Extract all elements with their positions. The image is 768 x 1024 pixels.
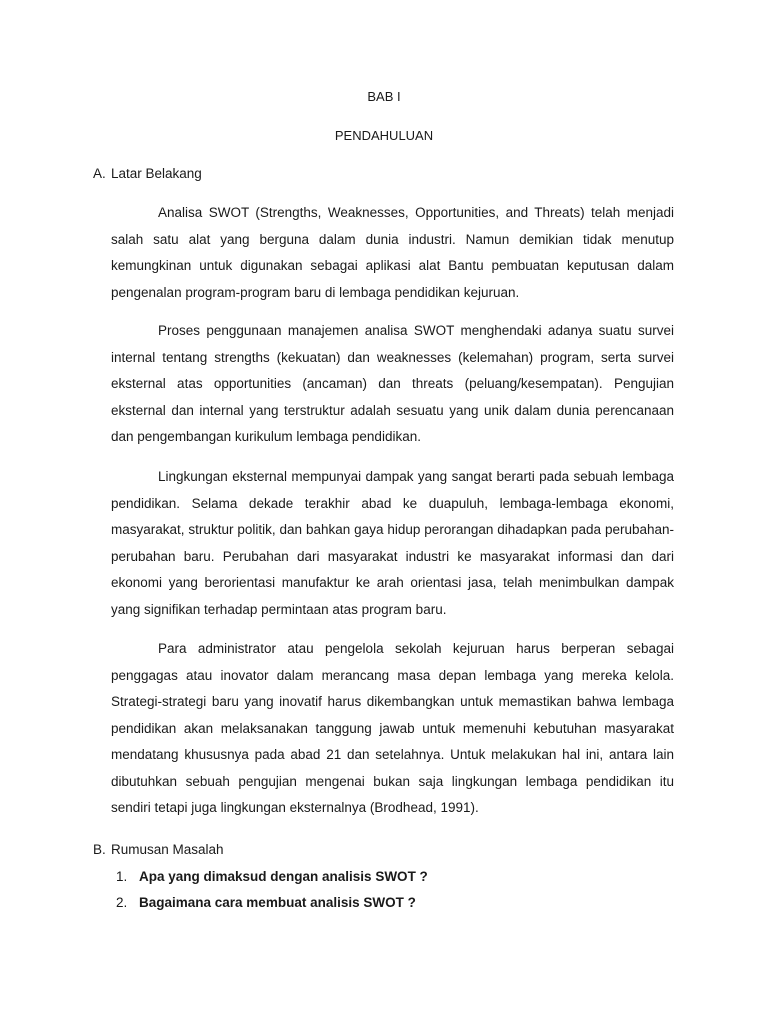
paragraph-2: Proses penggunaan manajemen analisa SWOT menghendaki adanya suatu survei internal tentang strengths (kekuatan) dan weaknesses (kelemahan) program, serta survei eksternal atas opportunities (ancaman) dan threats (peluang/kesempatan). Pengujian eksternal dan internal yang terstruktur adalah sesuatu yang unik dalam dunia perencanaan dan pengembangan kurikulum lembaga pendidikan.: [111, 323, 674, 444]
list-item-text: Bagaimana cara membuat analisis SWOT ?: [139, 895, 416, 910]
paragraph-1: Analisa SWOT (Strengths, Weaknesses, Opportunities, and Threats) telah menjadi salah satu alat yang berguna dalam dunia industri. Namun demikian tidak menutup kemungkinan untuk digunakan sebagai aplikasi alat Bantu pembuatan keputusan dalam pengenalan program-program baru di lembaga pendidikan kejuruan.: [111, 205, 674, 300]
section-b-heading: [93, 842, 224, 857]
section-b-letter: B.: [93, 842, 106, 857]
chapter-title: PENDAHULUAN: [334, 128, 434, 143]
list-item-text: Apa yang dimaksud dengan analisis SWOT ?: [139, 869, 428, 884]
paragraph-4: Para administrator atau pengelola sekolah kejuruan harus berperan sebagai penggagas atau inovator dalam merancang masa depan lembaga yang mereka kelola. Strategi-strategi baru yang inovatif harus dikembangkan untuk memastikan bahwa lembaga pendidikan akan melaksanakan tanggung jawab untuk memenuhi kebutuhan masyarakat mendatang khususnya pada abad 21 dan setelahnya. Untuk melakukan hal ini, antara lain dibutuhkan sebuah pengujian mengenai bukan saja lingkungan lembaga pendidikan itu sendiri tetapi juga lingkungan eksternalnya (Brodhead, 1991).: [111, 641, 674, 815]
list-item-number: 1.: [116, 869, 128, 884]
section-b-title: Rumusan Masalah: [111, 842, 224, 857]
paragraph-3: Lingkungan eksternal mempunyai dampak yang sangat berarti pada sebuah lembaga pendidikan. Selama dekade terakhir abad ke duapuluh, lembaga-lembaga ekonomi, masyarakat, struktur politik, dan bahkan gaya hidup perorangan dihadapkan pada perubahan-perubahan baru. Perubahan dari masyarakat industri ke masyarakat informasi dan dari ekonomi yang berorientasi manufaktur ke arah orientasi jasa, telah menimbulkan dampak yang signifikan terhadap permintaan atas program baru.: [111, 469, 674, 617]
chapter-number: BAB I: [367, 89, 401, 104]
list-item: [116, 895, 416, 910]
section-a-title: Latar Belakang: [111, 166, 202, 181]
list-item: [116, 869, 428, 884]
list-item-number: 2.: [116, 895, 128, 910]
section-a-letter: A.: [93, 166, 106, 181]
section-a-heading: [93, 166, 202, 181]
